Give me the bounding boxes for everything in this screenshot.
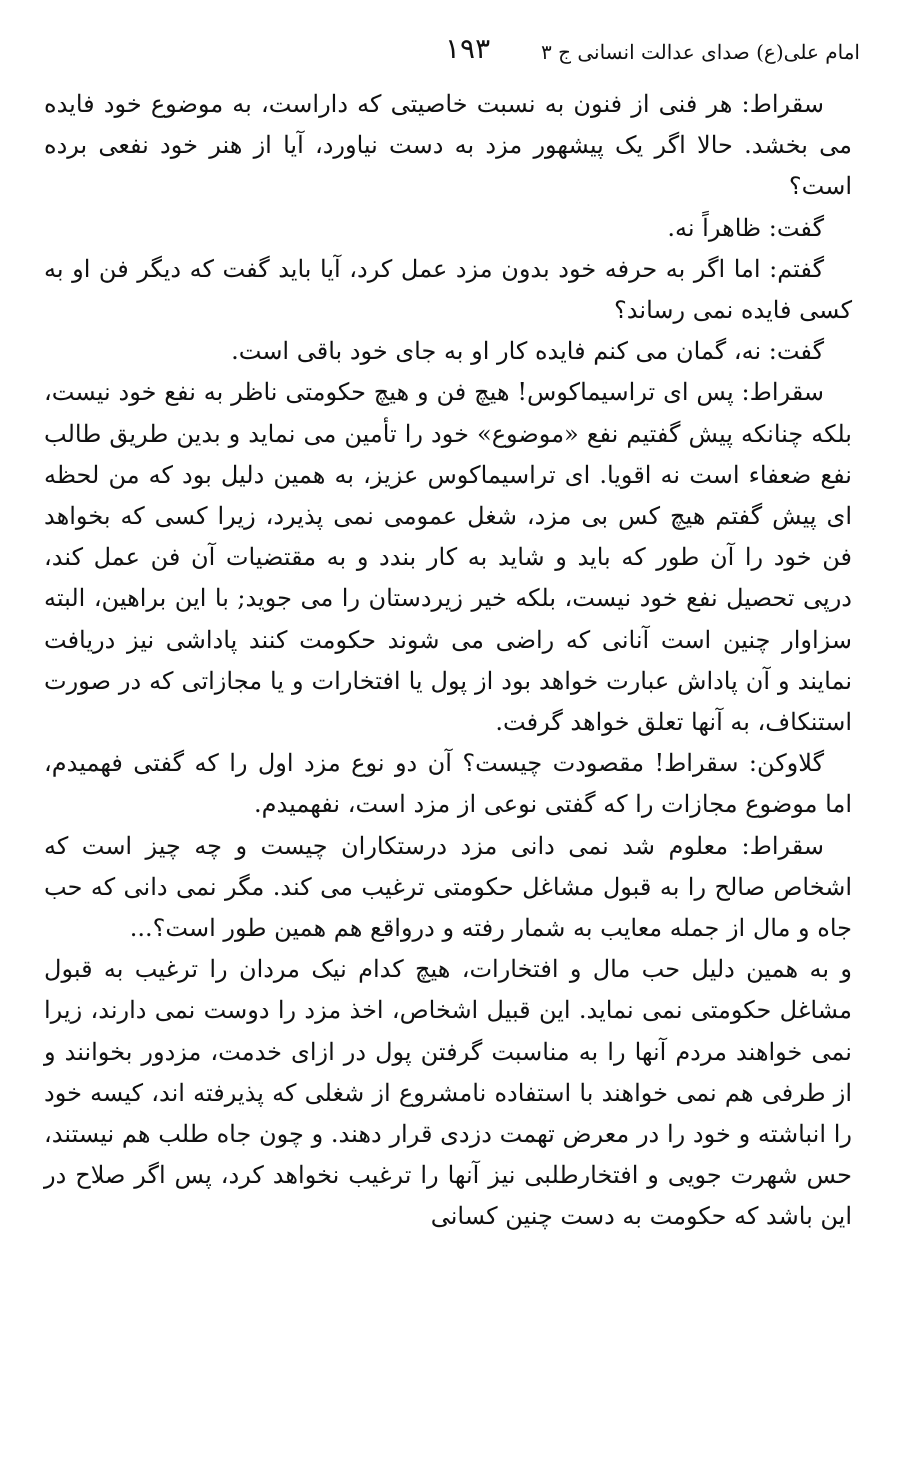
paragraph-3: گفتم: اما اگر به حرفه خود بدون مزد عمل کرد، آیا باید گفت که دیگر فن او به کسی فایده نمی رساند؟ — [44, 254, 852, 325]
page-number: ۱۹۳ — [445, 32, 491, 65]
page-header — [40, 30, 860, 70]
paragraph-2: گفت: ظاهراً نه. — [667, 213, 824, 242]
paragraph-8: و به همین دلیل حب مال و افتخارات، هیچ کدام نیک مردان را ترغیب به قبول مشاغل حکومتی نمی نماید. این قبیل اشخاص، اخذ مزد را دوست نمی دارند، زیرا نمی خواهند مردم آنها را به مناسبت گرفتن پول در ازای خدمت، مزدور بخوانند و از طرفی هم نمی خواهند با استفاده نامشروع از شغلی که پذیرفته اند، کیسه خود را انباشته و خود را در معرض تهمت دزدی قرار دهند. و چون جاه طلب هم نیستند، حس شهرت جویی و افتخارطلبی نیز آنها را ترغیب نخواهد کرد، پس اگر صلاح در این باشد که حکومت به دست چنین کسانی — [44, 955, 852, 1231]
paragraph-1: سقراط: هر فنی از فنون به نسبت خاصیتی که داراست، به موضوع خود فایده می بخشد. حالا اگر یک پیشهور مزد به دست نیاورد، آیا از هنر خود نفعی برده است؟ — [44, 90, 852, 201]
body-text — [44, 84, 852, 1238]
paragraph-4: گفت: نه، گمان می کنم فایده کار او به جای خود باقی است. — [231, 337, 824, 366]
paragraph-5: سقراط: پس ای تراسیماکوس! هیچ فن و هیچ حکومتی ناظر به نفع خود نیست، بلکه چنانکه پیش گفتیم نفع «موضوع» خود را تأمین می نماید و بدین طریق طالب نفع ضعفاء است نه اقویا. ای تراسیماکوس عزیز، به همین دلیل بود که من لحظه ای پیش گفتم هیچ کس بی مزد، شغل عمومی نمی پذیرد، زیرا کسی که بخواهد فن خود را آن طور که باید و شاید به کار بندد و به مقتضیات آن فن عمل کند، درپی تحصیل نفع خود نیست، بلکه خیر زیردستان را می جوید; با این براهین، البته سزاوار چنین است آنانی که راضی می شوند حکومت کنند پاداشی نیز دریافت نمایند و آن پاداش عبارت خواهد بود از پول یا افتخارات و یا مجازاتی که در صورت استنکاف، به آنها تعلق خواهد گرفت. — [44, 378, 853, 737]
running-title: امام علی(ع) صدای عدالت انسانی ج ۳ — [540, 40, 860, 64]
paragraph-7: سقراط: معلوم شد نمی دانی مزد درستکاران چیست و چه چیز است که اشخاص صالح را به قبول مشاغل حکومتی ترغیب می کند. مگر نمی دانی که حب جاه و مال از جمله معایب به شمار رفته و درواقع هم همین طور است؟... — [44, 831, 852, 943]
paragraph-6: گلاوکن: سقراط! مقصودت چیست؟ آن دو نوع مزد اول را که گفتی فهمیدم، اما موضوع مجازات را که گفتی نوعی از مزد است، نفهمیدم. — [44, 749, 852, 819]
